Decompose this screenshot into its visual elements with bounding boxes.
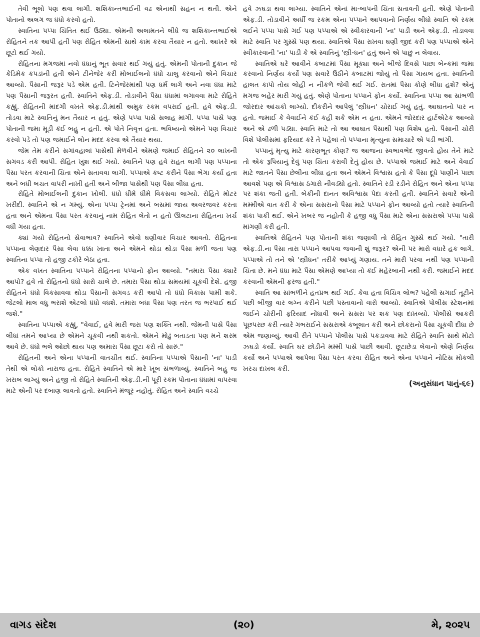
paragraph: રોહિતની અને એના પપ્પાની વાતચીત થઈ. સ્વાતિના પપ્પાએ પૈસાની 'ના' પાડી તેથી એ લોકો નારાજ હતા. રોહિતે સ્વાતિને એ મારે ખૂબ સંભળાવ્યું. સ્વાતિને બહુ જ ખરાબ લાગ્યું અને હજી તો રોહિતે સ્વાતિની એફ.ડી.ની પૂરી રકમ પોતાના ધંધામાં વાપરવા માટે એની પર દબાણ લાવતો હતો. સ્વાતિને મંજૂર નહોતું. રોહિત અને સ્વાતિ વચ્ચે bbox=[6, 354, 237, 395]
paragraph: જેમ તેમ કરીને સગાંવહાલાં પાસેથી મેળવીને એમણે જમાઈ રોહિતને ૨૦ લાખની સગવડ કરી આપી. રોહિત ખુશ થઈ ગયો. સ્વાતિને પણ હવે રાહત લાગી પણ પપ્પાના પૈસા પરત કરવાની ચિંતા એને સતાવવા લાગી. પપ્પાએ કષ્ટ કરીને પૈસા ભેગા કર્યા હતા અને બધી બચત વાપરી નાખી હતી અને બીજા પાસેથી પણ પૈસા લીધા હતા. bbox=[6, 146, 237, 188]
page-number: (૨૦) bbox=[233, 619, 255, 631]
paragraph: સ્વાતિના પપ્પા ચિંતિત થઈ ઉઠ્યા. એમની અલામતને લીધે જ શશિકાન્તભાઈએ રોહિતને તક આપી હતી પણ રોહિત એમની સાથે કામ કરવા તૈયાર ન હતો. આખરે એ છૂટો થઈ ગયો. bbox=[6, 26, 237, 57]
paragraph: રોહિતે મોબાઈલની દુકાન ખોલી. ધંધો ધીમે ધીમે વિકસવા લાગ્યો. રોહિતે મોટર ખરીદી. સ્વાતિને એ ન ગમ્યું. એના પપ્પા ટ્રેનમાં અને બસમાં જાય અવરજવર કરતા હતા અને એમના પૈસા પરત કરવાનું નામ રોહિત લેતો ન હતો ઊલટાના રોહિતના ખર્ચ વધી ગયા હતા. bbox=[6, 190, 237, 232]
text-column-left bbox=[6, 4, 237, 610]
paragraph: હવે ઝઘડા થવા લાગ્યા. સ્વાતિને એનાં મા-બાપની ચિંતા સતાવતી હતી. એણે પોતાની એફ.ડી. તોડાવીને અર્ધી જ રકમ એના પપ્પાને આપવાનો નિર્ણય લીધો સ્વાતિ એ રકમ લઈને પપ્પા પાસે ગઈ પણ પપ્પાએ એ સ્વીકારવાની 'ના' પાડી અને એફ.ડી. તોડાવવા માટે સ્વાતિ પર ગુસ્સે પણ થયા. સ્વાતિએ પૈસા રાખવા ઘણી જીદ કરી પણ પપ્પાએ એને સ્વીકારવાની 'ના' પાડી કે એ સ્વાતિનું 'સ્ત્રી-ધન' હતું અને એ પાછું ન લેવાય. bbox=[243, 5, 474, 57]
paragraph: સ્વાતિના પપ્પાએ કહ્યું, "વેવાઈ, હવે મારી જરા પણ શક્તિ નથી. જેમની પાસે પૈસા લીધાં તમને આપ્યા છે એમને ચૂકવી નથી શકતો. એમને મોઢું બતાડતા પણ મને શરમ આવે છે. ધંધો ભલે ઓછો થાય પણ અમારા પૈસા છૂટા કરો તો સારું." bbox=[6, 321, 237, 352]
paragraph: સ્વાતિએ ઘરે આવીને કબાટમાં પૈસા મૂક્યા અને બીજે દિવસે પાછા બેન્કમાં જમા કરવાનો નિર્ણય કર્યો પણ સવારે ઉઠીને કબાટમાં જોયું તો પૈસા ગાયબ હતા. સ્વાતિની હાલત કાપો તોય લોહી ન નીકળે જેવી થઈ ગઈ. રાતમાં પૈસા કોણે લીધા હશે? એનું મગજ બહેર મારી ગયું હતું. એણે પોતાના પપ્પાને ફોન કર્યો. સ્વાતિના પપ્પા આ સાંભળી જોરદાર આંચકો લાગ્યો. દીકરીને આપેલું 'સ્ત્રીધન' ચોરાઈ ગયું હતું. આઘાતનો પાર ન હતો. જમાઈ કે વેવાઈને કંઈ કહી શકે એમ ન હતા. એમને જોરદાર હાર્ટએટેક આવ્યો અને એ ઢળી પડ્યા. સ્વાતિ માટે તો આ આઘાત પૈસાથી પણ વિશેષ હતો. પૈસાની ચોરી વિશે પોલીસમાં ફરિયાદ કરે તે પહેલાં તો પપ્પાના મૃત્યુના સમાચારે એ પડી ભાંગી. bbox=[243, 59, 474, 144]
continued-on-page: (અનુસંધાન પાનું-૬૯) bbox=[408, 378, 474, 388]
paragraph: એક વખત સ્વાતિના પપ્પાને રોહિતના પપ્પાનો ફોન આવ્યો. "તમારા પૈસા ક્યારે આપો? હવે તો રોહિતનો ધંધો સારો ચાલે છે. તમારા પૈસા થોડા સમયમાં ચૂકવી દેશે. હજી રોહિતને ધંધો વિકસાવવા થોડા પૈસાની સગવડ કરી આપો તો ધંધો વિકાસ પામી શકે. જેટલો માલ વધુ ભરાશે એટલો ધંધો વધશે. તમારા બધા પૈસા પણ તરત જ ભરપાઈ થઈ જશે." bbox=[6, 266, 237, 319]
right-column-paragraphs bbox=[243, 4, 474, 375]
paragraph: રોહિતના મગજમાં નવો ધંધાનું ભૂત સવાર થઈ ગયું હતું. એમની પોતાની દુકાન જે કેડિમેક કપડાંની હતી એને ટીનેજેર કરી મોબાઈલનો ધંધો ચાલુ કરવાનો એને વિચાર આવ્યો. પૈસાની જરૂર પડે એમ હતી. ટિનેજેરમાંથી પણ ધર્મ લાગે અને નવા ધંધા માટે પણ પૈસાની જરૂરત હતી. સ્વાતિને એફ.ડી. તોડાવીને પૈસા ધંધામાં લગાવવા માટે રોહિતે કહ્યું. રોહિતની માંદગી વખતે એફ.ડી.માંથી અમુક રકમ વપરાઈ હતી. હવે એફ.ડી. તોડવા માટે સ્વાતિનું મન તૈયાર ન હતું. એણે પપ્પા પાસે સલાહ માંગી. પપ્પા પાસે પણ પોતાની જમા મૂડી કંઈ બહુ ન હતી. એ પોતે નિવૃત્ત હતા. ભવિષ્યનો એમને પણ વિચાર કરવો પડે તો પણ જમાઈને લોન મદદ કરવા એ તૈયાર થયા. bbox=[6, 59, 237, 144]
issue-date: મે, ૨૦૨૫ bbox=[431, 619, 470, 631]
paragraph: ક્યાં ગયો રોહિતનો સેવાભાવ? સ્વાતિને એવો ઘણીવાર વિચાર આવતો. રોહિતના પપ્પાના લેણદાર પૈસા લેવા ધક્કા ખાતા અને એમને થોડા થોડા પૈસા મળી જતા પણ સ્વાતિના પપ્પા તો હજી ટકોરે બેઠા હતા. bbox=[6, 234, 237, 264]
article-body bbox=[6, 4, 474, 610]
paragraph: સ્વાતિ આ સાંભળીને હતપ્રભ થઈ ગઈ. કેવા હતા વિચિત્ર લોભ? પહેલી સગાઈ તૂટીને પછી બીજી વાર લગ્ન કરીને પછી પસ્તાવાનો વારો આવ્યો. સ્વાતિએ પોલીસ સ્ટેશનમાં જઈને ચોરીની ફરિયાદ નોંધાવી અને સસરા પર શક પણ દાખવ્યો. પોલીસે આકરી પૂછપરછ કરી ત્યારે ગભરાઈને સસરાએ કબૂલાત કરી અને છોકરાનો પૈસા ચૂકવી દીધા છે એમ જણાવ્યું. આવી રીતે પપ્પાને પોલીસ પાસે પકડાવવા માટે રોહિતે સ્વાતિ સાથે મોટો ઝઘડો કર્યો. સ્વાતિ ઘર છોડીને મમ્મી પાસે પાછી આવી. છૂટાછેડા લેવાનો એણે નિર્ણય કર્યો અને પપ્પાએ આપેલા પૈસા પરત કરવા રોહિત અને એના પપ્પાને નોટિસ મોકલી ખરચ દાખલ કરી. bbox=[243, 288, 474, 373]
paragraph: સ્વાતિએ રોહિતને પણ પોતાની શંકા જણાવી તો રોહિત ગુસ્સે થઈ ગયો. "તારી એફ.ડી.ના પૈસા તારા પપ્પાને આપવા જવાની શું જરૂર? એની પર મારો વધારે હક લાગે. પપ્પાએ તો તને એ 'સ્ત્રીધન' તરીકે આપ્યું ગણાય. તને મારી પરવા નથી પણ પપ્પાની ચિંતા છે. મને ધંધા માટે પૈસા એમણે આપ્યા તો કંઈ મહેરબાની નથી કરી. જમાઈને મદદ કરવાની એમની ફરજ હતી." bbox=[243, 234, 474, 286]
paragraph: પપ્પાનું મૃત્યુ માટે કારણભૂત કોણ? જ આજના સ્વભાવભેદ જીવતો હોય તેને માટે તો એક રૂપિયાનું દેવું પણ ચિંતા કરાવી દેતું હોય છે. પપ્પાએ જમાઈ માટે અને વેવાઈ માટે જાતને પૈસા છેલીના લીધા હતા અને એમને વિશ્વાસ હતો કે પૈસા દૂધે પાણીને પાછા આવશે પણ એ વિશ્વાસ ઠગારો નીવડ્યો હતો. સ્વાતિને રડી રડીને રોહિત અને એના પપ્પા પર શંકા જતી હતી. બેકીની દાનત અવિશ્વાસ પેદા કરતી હતી. સ્વાતિને સવારે એની મમ્મીએ વાત કરી કે એના સસરાનો પૈસા માટે પપ્પાને ફોન આવ્યો હતો ત્યારે સ્વાતિની શંકા પાકી થઈ. એને ખબર જ નહોતી કે હજી વધુ પૈસા માટે એના સસરાએ પપ્પા પાસે માંગણી કરી હતી. bbox=[243, 146, 474, 232]
page-footer bbox=[0, 613, 480, 637]
publication-name: વાગડ સંદેશ bbox=[10, 619, 57, 631]
paragraph: તેવી ભૂલો પણ થવા લાગી. શશિકાન્તભાઈની વઢ એનાથી સહન ન થતી. એને પોતાનો અલગ જ ધંધો કરવો હતો. bbox=[6, 5, 237, 24]
text-column-right bbox=[243, 4, 474, 610]
